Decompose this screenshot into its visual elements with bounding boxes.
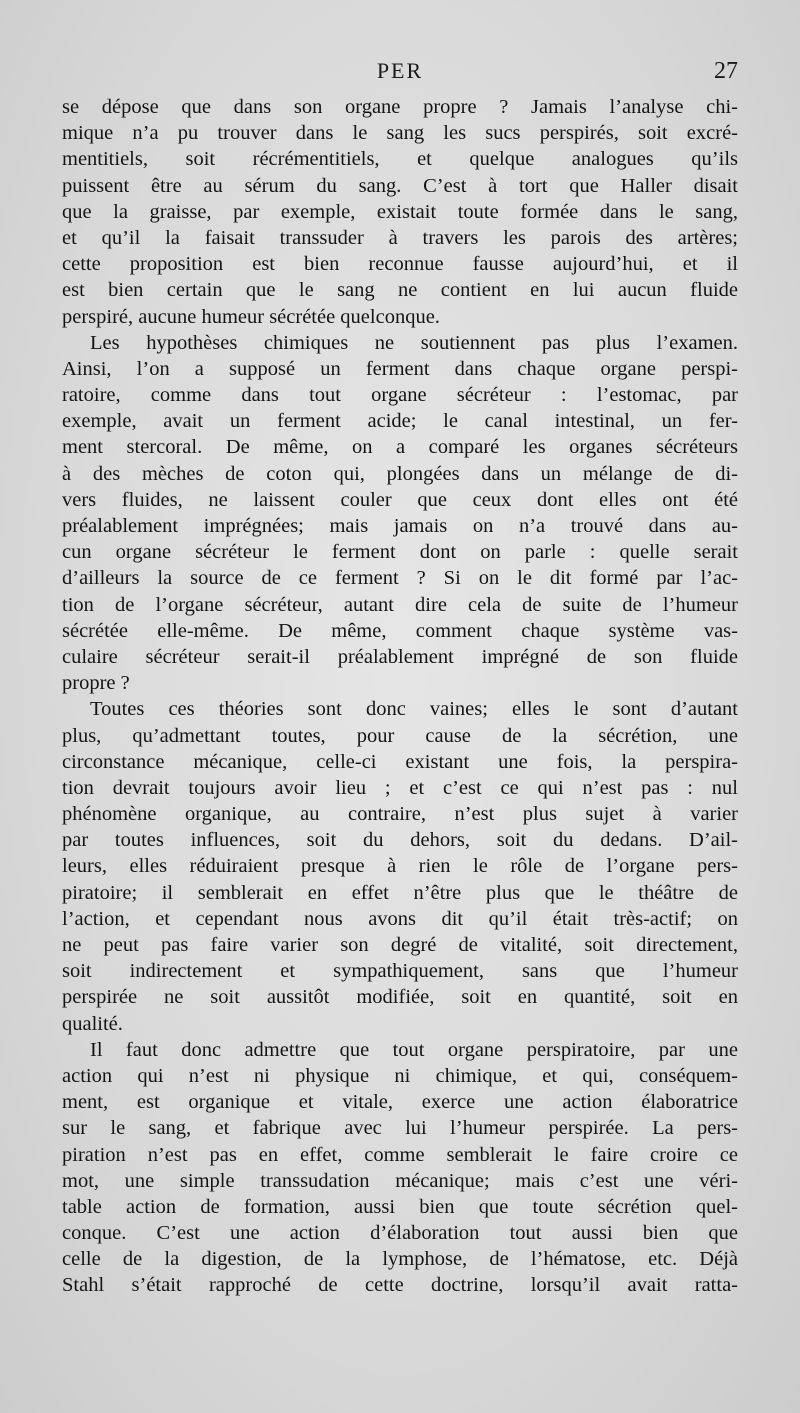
text-line: sur le sang, et fabrique avec lui l’humeur perspirée. La pers- <box>62 1117 738 1140</box>
text-line: cun organe sécréteur le ferment dont on parle : quelle serait <box>62 541 738 564</box>
text-line: table action de formation, aussi bien que toute sécrétion quel- <box>62 1195 738 1218</box>
text-line: Les hypothèses chimiques ne soutiennent pas plus l’examen. <box>90 331 738 354</box>
text-line: mentitiels, soit récrémentitiels, et quelque analogues qu’ils <box>62 148 738 171</box>
text-line: est bien certain que le sang ne contient en lui aucun fluide <box>62 279 738 302</box>
text-line: vers fluides, ne laissent couler que ceux dont elles ont été <box>62 488 738 511</box>
text-line: Toutes ces théories sont donc vaines; elles le sont d’autant <box>90 698 738 721</box>
text-line: exemple, avait un ferment acide; le canal intestinal, un fer- <box>62 410 738 433</box>
text-line: circonstance mécanique, celle-ci existant une fois, la perspira- <box>62 750 738 773</box>
text-line: ratoire, comme dans tout organe sécréteur : l’estomac, par <box>62 384 738 407</box>
text-line: propre ? <box>62 672 130 695</box>
text-line: ment, est organique et vitale, exerce une action élaboratrice <box>62 1091 738 1114</box>
text-line: mique n’a pu trouver dans le sang les sucs perspirés, soit excré- <box>62 122 738 145</box>
body-text <box>62 94 738 1299</box>
text-line: piration n’est pas en effet, comme semblerait le faire croire ce <box>62 1143 738 1166</box>
text-line: ne peut pas faire varier son degré de vitalité, soit directement, <box>62 934 738 956</box>
page-number: 27 <box>714 58 738 84</box>
text-line: piratoire; il semblerait en effet n’être plus que le théâtre de <box>62 881 738 904</box>
text-line: mot, une simple transsudation mécanique; mais c’est une véri- <box>62 1169 738 1192</box>
text-line: perspiré, aucune humeur sécrétée quelconque. <box>62 305 440 328</box>
text-line: Ainsi, l’on a supposé un ferment dans chaque organe perspi- <box>62 357 738 380</box>
text-line: Il faut donc admettre que tout organe perspiratoire, par une <box>90 1038 738 1061</box>
text-line: se dépose que dans son organe propre ? Jamais l’analyse chi- <box>62 96 738 118</box>
text-line: tion de l’organe sécréteur, autant dire cela de suite de l’humeur <box>62 593 738 616</box>
text-line: culaire sécréteur serait-il préalablement imprégné de son fluide <box>62 645 738 668</box>
text-line: plus, qu’admettant toutes, pour cause de la sécrétion, une <box>62 724 738 747</box>
text-line: que la graisse, par exemple, existait toute formée dans le sang, <box>62 200 738 223</box>
text-line: Stahl s’était rapproché de cette doctrine, lorsqu’il avait ratta- <box>62 1274 738 1297</box>
text-line: perspirée ne soit aussitôt modifiée, soit en quantité, soit en <box>62 986 738 1009</box>
text-line: conque. C’est une action d’élaboration tout aussi bien que <box>62 1222 738 1245</box>
text-line: préalablement imprégnées; mais jamais on n’a trouvé dans au- <box>62 515 738 537</box>
running-head: PER <box>376 58 424 83</box>
text-line: celle de la digestion, de la lymphose, de l’hématose, etc. Déjà <box>62 1248 738 1271</box>
text-line: par toutes influences, soit du dehors, soit du dedans. D’ail- <box>62 829 738 852</box>
page-header <box>62 58 738 88</box>
text-line: à des mèches de coton qui, plongées dans un mélange de di- <box>62 462 738 485</box>
text-line: ment stercoral. De même, on a comparé les organes sécréteurs <box>62 436 738 459</box>
text-line: action qui n’est ni physique ni chimique, et qui, conséquem- <box>62 1064 738 1087</box>
text-line: et qu’il la faisait transsuder à travers les parois des artères; <box>62 226 738 249</box>
text-line: leurs, elles réduiraient presque à rien le rôle de l’organe pers- <box>62 855 738 878</box>
text-line: qualité. <box>62 1012 123 1035</box>
text-line: cette proposition est bien reconnue fausse aujourd’hui, et il <box>62 253 738 276</box>
text-line: tion devrait toujours avoir lieu ; et c’est ce qui n’est pas : nul <box>62 776 738 799</box>
text-line: phénomène organique, au contraire, n’est plus sujet à varier <box>62 803 738 826</box>
text-line: soit indirectement et sympathiquement, sans que l’humeur <box>62 960 738 983</box>
text-line: sécrétée elle-même. De même, comment chaque système vas- <box>62 619 738 642</box>
text-line: l’action, et cependant nous avons dit qu’il était très-actif; on <box>62 907 738 930</box>
text-line: puissent être au sérum du sang. C’est à tort que Haller disait <box>62 174 738 197</box>
text-line: d’ailleurs la source de ce ferment ? Si on le dit formé par l’ac- <box>62 567 738 590</box>
